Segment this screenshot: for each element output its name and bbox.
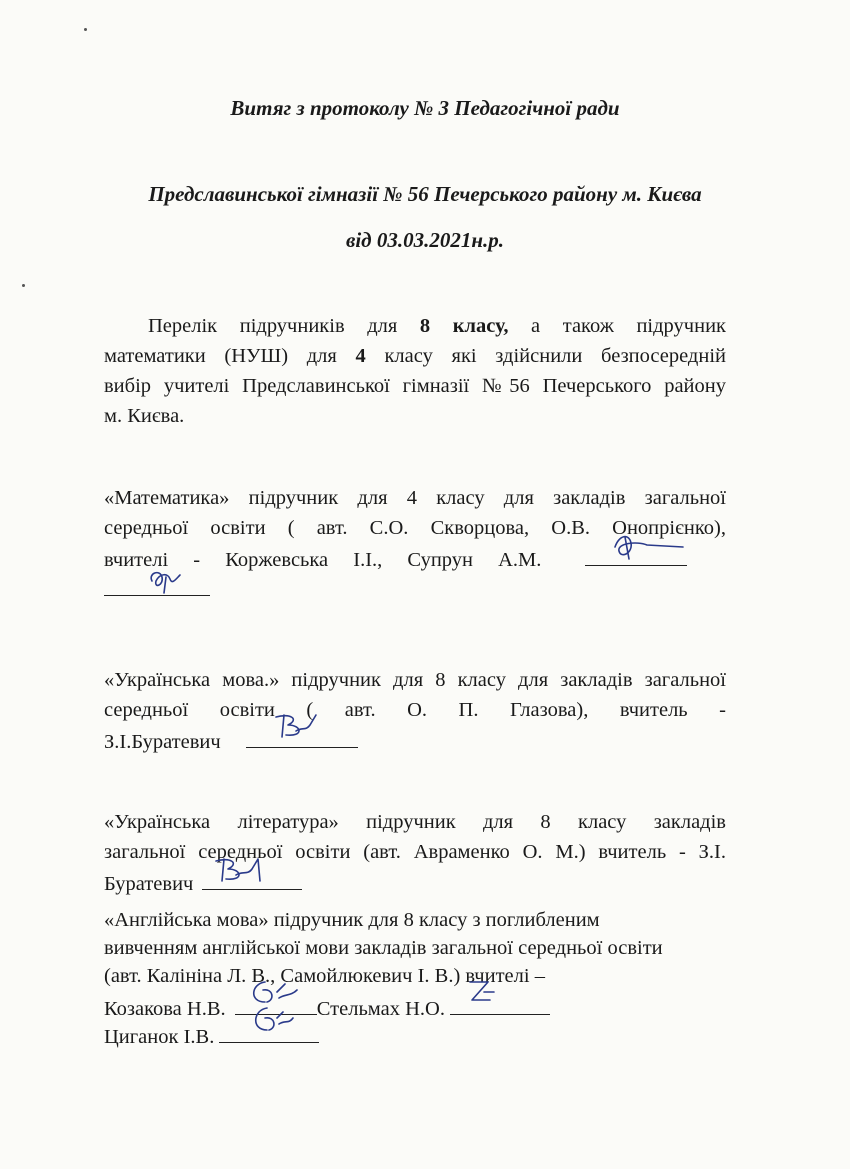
signature-ink-icon [202, 853, 302, 887]
intro-line: м. Києва. [104, 405, 185, 427]
entry-line: загальної середньої освіти (авт. Авраменко О. М.) вчитель - З.І. [104, 841, 726, 863]
scan-speck [22, 284, 25, 287]
intro-line: вибір учителі Предславинської гімназії №56 Печерського району [104, 375, 726, 397]
teacher-text: Стельмах Н.О. [316, 998, 445, 1020]
signature-ink-icon [450, 978, 550, 1012]
entry-line [104, 573, 726, 603]
entry-line [104, 867, 726, 897]
entry-line [104, 1020, 319, 1051]
entry-line: «Українська мова.» підручник для 8 класу для закладів загальної [104, 669, 726, 691]
signature [202, 867, 302, 890]
entry-line: (авт. Калініна Л. В., Самойлюкевич І. В.) вчителі – [104, 965, 545, 987]
signature-ink-icon [104, 559, 210, 593]
signature [219, 1020, 319, 1043]
signature-ink-icon [246, 711, 358, 745]
intro-text: Перелік підручників для [148, 315, 420, 337]
signature-ink-icon [219, 1006, 319, 1040]
signature [104, 573, 210, 596]
intro-bold-text: 4 [355, 345, 366, 367]
header-line-3: від 03.03.2021н.р. [345, 228, 505, 252]
teacher-text: Козакова Н.В. [104, 998, 226, 1020]
teacher-text: Циганок І.В. [104, 1026, 215, 1048]
intro-line [104, 311, 726, 341]
scan-speck [84, 28, 87, 31]
entry-line: «Англійська мова» підручник для 8 класу з поглибленим [104, 909, 600, 931]
ukrainian-literature-entry [104, 807, 726, 897]
ukrainian-language-entry [104, 665, 726, 755]
entry-line: вивченням англійської мови закладів загальної середньої освіти [104, 937, 663, 959]
teachers-text: вчителі - Коржевська І.І., Супрун А.М. [104, 549, 542, 571]
entry-line [104, 992, 550, 1023]
intro-text: а також підручник [508, 315, 726, 337]
entry-line: середньої освіти ( авт. О. П. Глазова), вчитель - [104, 699, 726, 721]
intro-text: математики (НУШ) для [104, 345, 356, 367]
header-line-1: Витяг з протоколу № 3 Педагогічної ради [230, 96, 620, 120]
intro-line [104, 341, 726, 371]
intro-text: класу які здійснили безпосередній [365, 345, 726, 367]
teacher-text: З.І.Буратевич [104, 731, 221, 753]
teacher-text: Буратевич [104, 873, 194, 895]
signature [450, 992, 550, 1015]
entry-line: середньої освіти ( авт. С.О. Скворцова, О.В. Онопрієнко), [104, 517, 726, 539]
math-textbook-entry [104, 483, 726, 603]
entry-line [104, 725, 726, 755]
signature [246, 725, 358, 748]
entry-line: «Математика» підручник для 4 класу для закладів загальної [104, 487, 726, 509]
entry-line: «Українська література» підручник для 8 класу закладів [104, 811, 726, 833]
signature [585, 543, 687, 566]
intro-paragraph [104, 311, 726, 431]
intro-bold-text: 8 класу, [419, 315, 509, 337]
header-line-2: Предславинської гімназії № 56 Печерського району м. Києва [148, 182, 702, 206]
signature-ink-icon [585, 529, 687, 563]
